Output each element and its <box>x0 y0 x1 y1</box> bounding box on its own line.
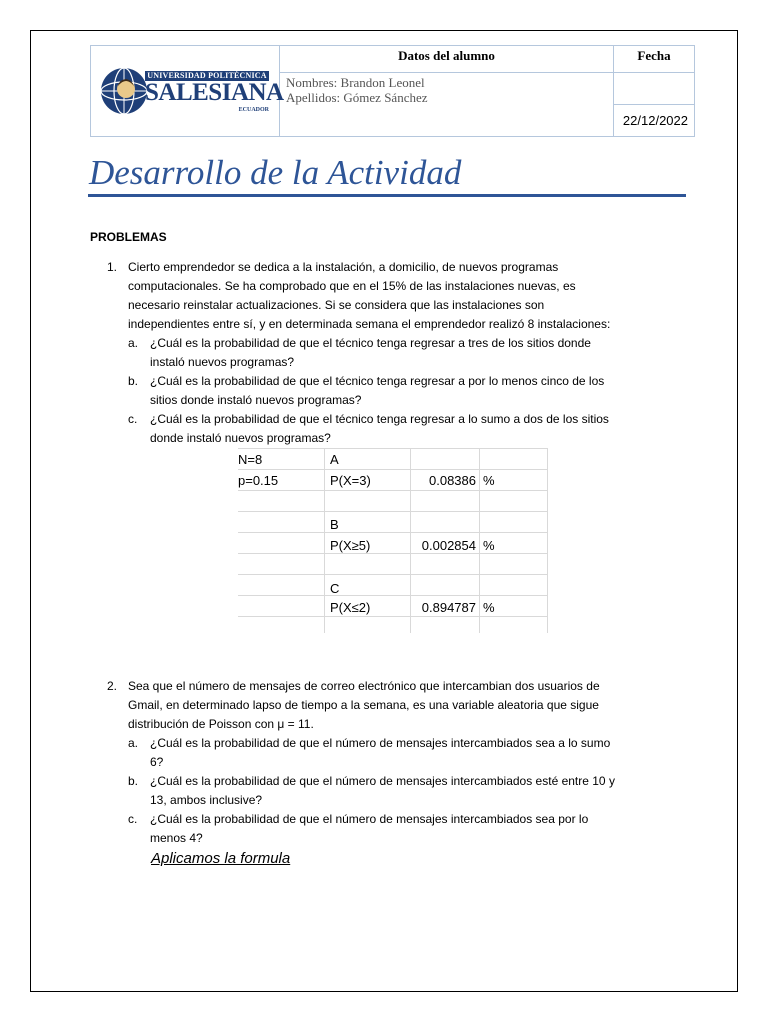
problem-2c-line: menos 4? <box>150 831 203 845</box>
student-surnames: Apellidos: Gómez Sánchez <box>286 90 428 105</box>
problem-2b-letter: b. <box>128 774 139 788</box>
globe-icon <box>99 66 149 116</box>
problem-2-line: Gmail, en determinado lapso de tiempo a la semana, es una variable aleatoria que sigue <box>128 698 599 712</box>
problem-2-line: Sea que el número de mensajes de correo electrónico que intercambian dos usuarios de <box>128 679 600 693</box>
problem-2-number: 2. <box>107 679 118 693</box>
problem-1b-line: ¿Cuál es la probabilidad de que el técnico tenga regresar a por lo menos cinco de los <box>150 374 605 388</box>
date-value: 22/12/2022 <box>622 113 688 128</box>
a-result: 0.08386 <box>429 473 476 488</box>
problem-1-number: 1. <box>107 260 118 274</box>
problem-1b-line: sitios donde instaló nuevos programas? <box>150 393 362 407</box>
problem-1-line: independientes entre sí, y en determinada semana el emprendedor realizó 8 instalaciones: <box>128 317 611 331</box>
c-label: C <box>330 581 340 596</box>
student-data-label: Datos del alumno <box>280 46 614 73</box>
student-names: Nombres: Brandon Leonel <box>286 75 425 90</box>
problem-2-line: distribución de Poisson con μ = 11. <box>128 717 314 731</box>
problem-1-line: necesario reinstalar actualizaciones. Si se considera que las instalaciones son <box>128 298 545 312</box>
a-label: A <box>330 452 339 467</box>
page-title: Desarrollo de la Actividad <box>89 153 462 192</box>
problem-1a-letter: a. <box>128 336 139 350</box>
problem-2c-line: ¿Cuál es la probabilidad de que el número de mensajes intercambiados sea por lo <box>150 812 589 826</box>
c-result: 0.894787 <box>421 600 476 615</box>
p-value: p=0.15 <box>238 473 279 488</box>
problem-1c-line: ¿Cuál es la probabilidad de que el técnico tenga regresar a lo sumo a dos de los sitios <box>150 412 609 426</box>
problem-1c-line: donde instaló nuevos programas? <box>150 431 331 445</box>
problem-1-line: Cierto emprendedor se dedica a la instalación, a domicilio, de nuevos programas <box>128 260 559 274</box>
problem-2a-letter: a. <box>128 736 139 750</box>
problem-2c-letter: c. <box>128 812 138 826</box>
logo-cell <box>91 46 284 137</box>
a-expression: P(X=3) <box>330 473 371 488</box>
b-expression: P(X≥5) <box>330 538 371 553</box>
results-grid <box>238 448 548 633</box>
student-names-cell <box>280 73 614 137</box>
problem-2a-line: 6? <box>150 755 164 769</box>
a-unit: % <box>483 473 495 488</box>
problem-2a-line: ¿Cuál es la probabilidad de que el número de mensajes intercambiados sea a lo sumo <box>150 736 611 750</box>
logo-name: SALESIANA <box>145 79 284 106</box>
logo-country: ECUADOR <box>238 107 269 113</box>
b-unit: % <box>483 538 495 553</box>
problem-1a-line: ¿Cuál es la probabilidad de que el técnico tenga regresar a tres de los sitios donde <box>150 336 591 350</box>
university-logo <box>99 66 284 118</box>
n-value: N=8 <box>238 452 263 467</box>
problem-1a-line: instaló nuevos programas? <box>150 355 295 369</box>
logo-university-line: UNIVERSIDAD POLITÉCNICA <box>145 71 269 81</box>
c-expression: P(X≤2) <box>330 600 371 615</box>
problem-2b-line: ¿Cuál es la probabilidad de que el número de mensajes intercambiados esté entre 10 y <box>150 774 615 788</box>
b-result: 0.002854 <box>421 538 476 553</box>
student-header-table <box>90 45 695 137</box>
problem-1c-letter: c. <box>128 412 138 426</box>
b-label: B <box>330 517 339 532</box>
date-divider <box>614 104 695 105</box>
problem-1-line: computacionales. Se ha comprobado que en el 15% de las instalaciones nuevas, es <box>128 279 576 293</box>
problem-1b-letter: b. <box>128 374 139 388</box>
section-heading: PROBLEMAS <box>90 230 167 244</box>
c-unit: % <box>483 600 495 615</box>
date-label: Fecha <box>614 46 695 73</box>
problem-2b-line: 13, ambos inclusive? <box>150 793 263 807</box>
title-underline <box>88 194 686 197</box>
formula-note: Aplicamos la formula <box>151 850 291 867</box>
